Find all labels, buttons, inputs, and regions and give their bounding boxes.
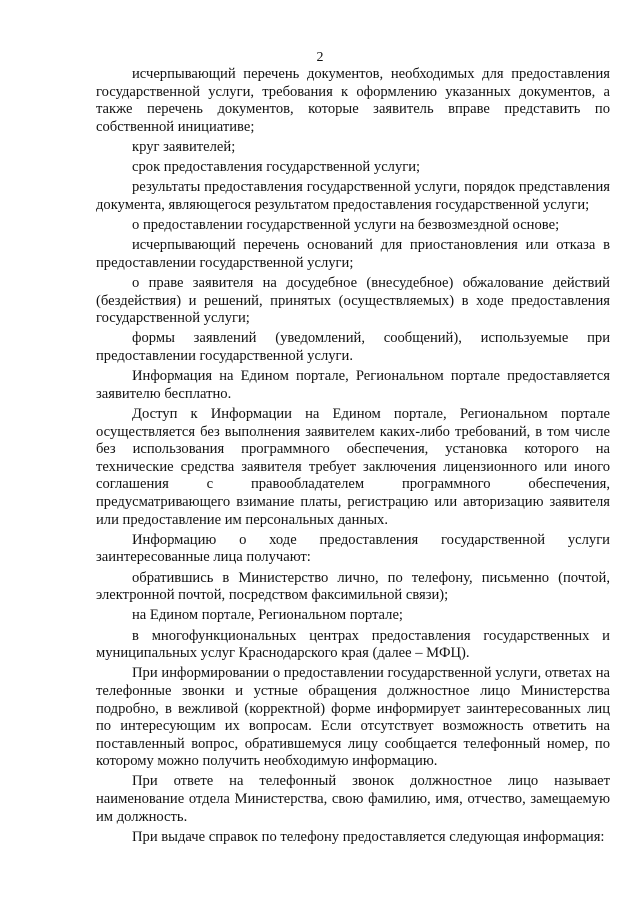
paragraph: срок предоставления государственной услуги; bbox=[132, 159, 421, 176]
paragraph: При ответе на телефонный звонок должностное лицо называет наименование отдела Министерства, свою фамилию, имя, отчество, замещаемую им должность. bbox=[96, 773, 610, 825]
paragraph: на Едином портале, Региональном портале; bbox=[132, 607, 403, 624]
paragraph: Информация на Едином портале, Региональном портале предоставляется заявителю бесплатно. bbox=[96, 368, 610, 402]
paragraph: результаты предоставления государственной услуги, порядок представления документа, являющегося результатом предоставления государственной услуги; bbox=[96, 179, 610, 213]
paragraph: в многофункциональных центрах предоставления государственных и муниципальных услуг Краснодарского края (далее – МФЦ). bbox=[96, 627, 610, 662]
paragraph: исчерпывающий перечень оснований для приостановления или отказа в предоставлении государственной услуги; bbox=[96, 237, 610, 271]
paragraph: При информировании о предоставлении государственной услуги, ответах на телефонные звонки и устные обращения должностное лицо Министерства подробно, в вежливой (корректной) форме информирует заинтересованных лиц по интересующим их вопросам. Если отсутствует возможность ответить на поставленный вопрос, обратившемуся лицу сообщается телефонный номер, по которому можно получить необходимую информацию. bbox=[96, 665, 610, 770]
document-body bbox=[96, 66, 610, 849]
paragraph: Доступ к Информации на Едином портале, Региональном портале осуществляется без выполнения заявителем каких-либо требований, в том числе без использования программного обеспечения, установка которого на технические средства заявителя требует заключения лицензионного или иного соглашения с правообладателем программного обеспечения, предусматривающего взимание платы, регистрацию или авторизацию заявителя или предоставление им персональных данных. bbox=[96, 406, 610, 528]
paragraph: Информацию о ходе предоставления государственной услуги заинтересованные лица получают: bbox=[96, 531, 610, 566]
page-number: 2 bbox=[316, 50, 324, 65]
paragraph: круг заявителей; bbox=[132, 138, 236, 155]
paragraph: о предоставлении государственной услуги на безвозмездной основе; bbox=[132, 217, 560, 234]
paragraph: о праве заявителя на досудебное (внесудебное) обжалование действий (бездействия) и решений, принятых (осуществляемых) в ходе предоставления государственной услуги; bbox=[96, 275, 610, 327]
paragraph: При выдаче справок по телефону предоставляется следующая информация: bbox=[132, 828, 605, 845]
paragraph: исчерпывающий перечень документов, необходимых для предоставления государственной услуги, требования к оформлению указанных документов, а также перечень документов, которые заявитель вправе представить по собственной инициативе; bbox=[96, 66, 610, 135]
paragraph: формы заявлений (уведомлений, сообщений), используемые при предоставлении государственной услуги. bbox=[96, 330, 610, 365]
paragraph: обратившись в Министерство лично, по телефону, письменно (почтой, электронной почтой, посредством факсимильной связи); bbox=[96, 569, 610, 604]
